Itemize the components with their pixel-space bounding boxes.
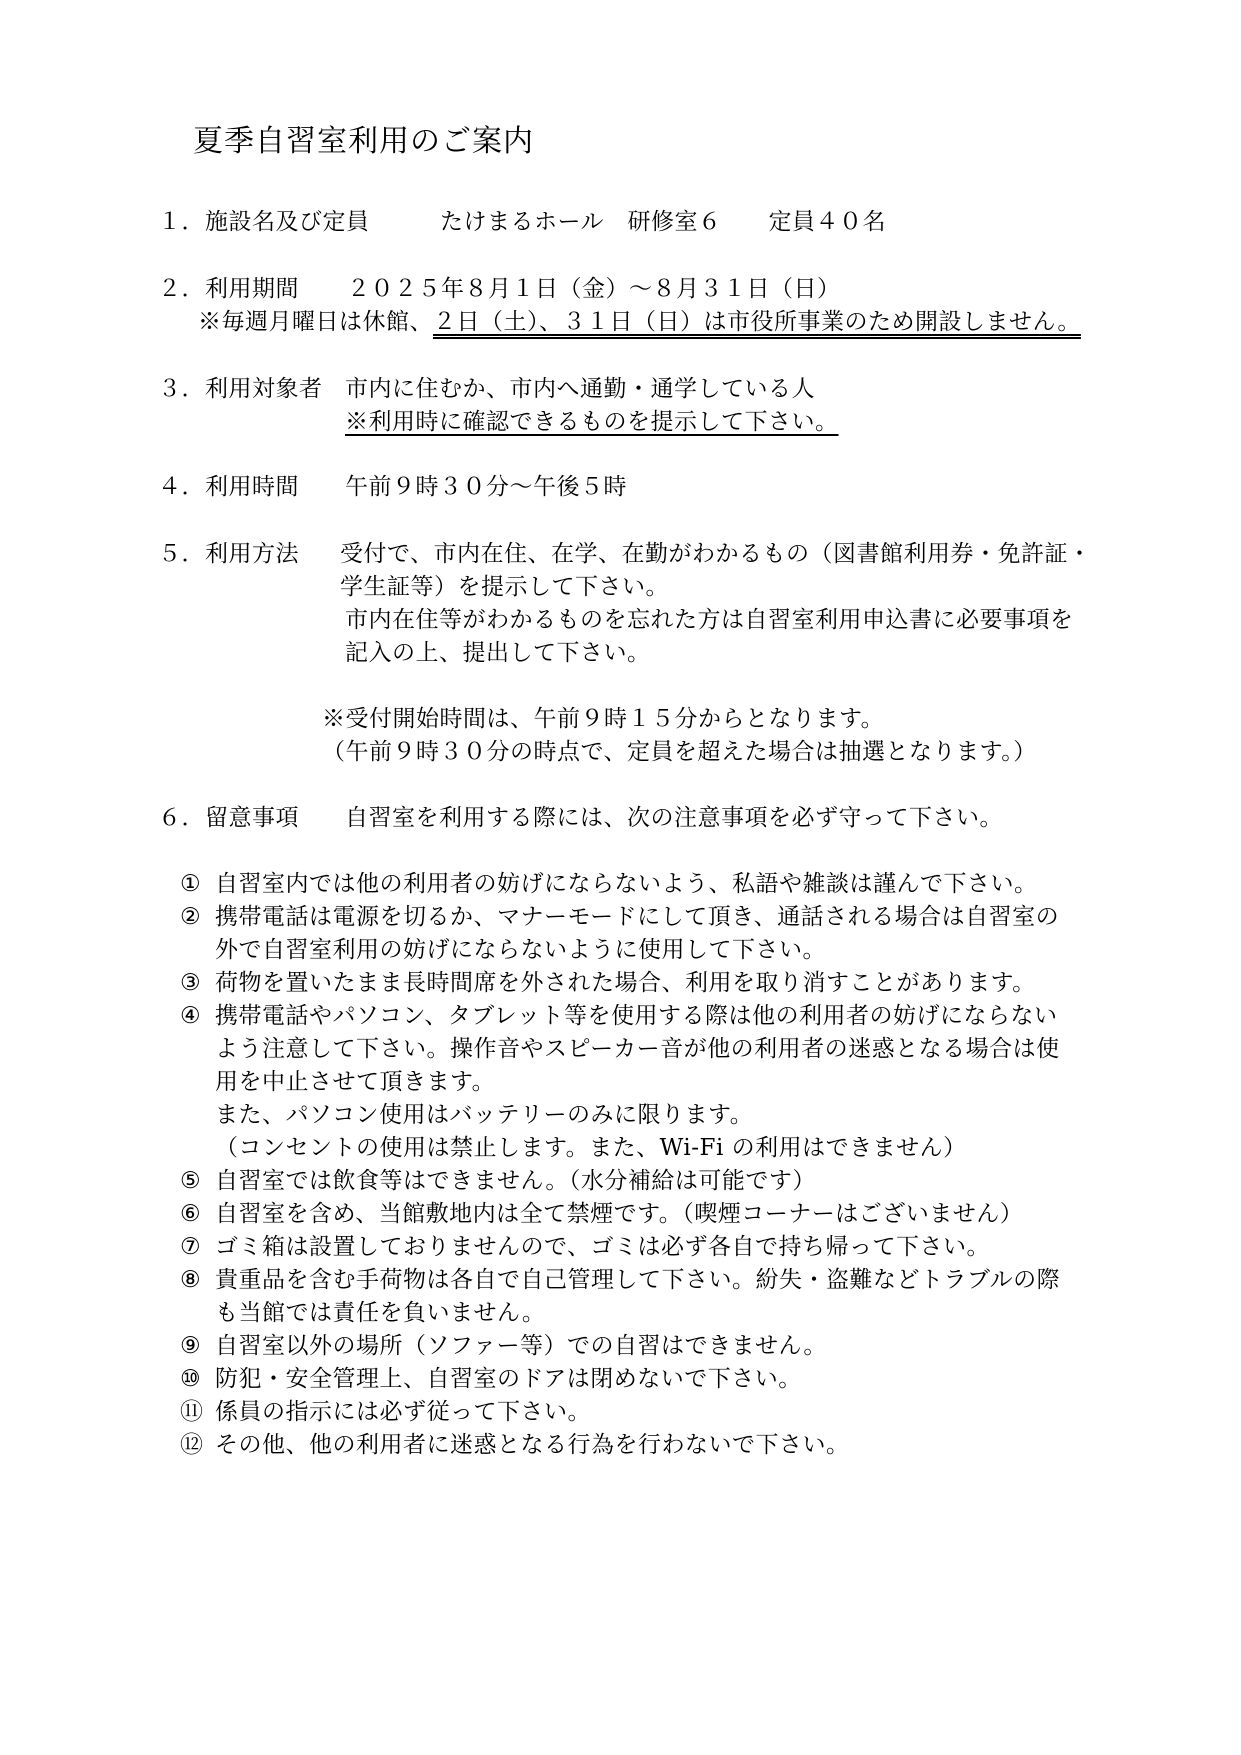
section-4-value: 午前９時３０分～午後５時 (345, 474, 627, 500)
rule-4-line-2: よう注意して下さい。操作音やスピーカー音が他の利用者の迷惑となる場合は使 (215, 1036, 1060, 1062)
rule-10-number: ⑩ (180, 1366, 201, 1392)
rule-6-number: ⑥ (180, 1201, 201, 1227)
rule-9-number: ⑨ (180, 1333, 201, 1359)
rule-4-line-5: （コンセントの使用は禁止します。また、Wi-Fi の利用はできません） (215, 1135, 967, 1161)
section-2-note-b: ２日（土）、３１日（日）は市役所事業のため開設しません。 (433, 309, 1081, 335)
rule-3-line-1: 荷物を置いたまま長時間席を外された場合、利用を取り消すことがあります。 (215, 970, 1036, 996)
section-4-label: ４．利用時間 (158, 474, 299, 500)
rule-8-line-2: も当館では責任を負いません。 (215, 1300, 546, 1326)
rule-9-line-1: 自習室以外の場所（ソファー等）での自習はできません。 (215, 1333, 827, 1359)
rule-6-line-1: 自習室を含め、当館敷地内は全て禁煙です。（喫煙コーナーはございません） (215, 1201, 1024, 1227)
rule-5-line-1: 自習室では飲食等はできません。（水分補給は可能です） (215, 1168, 816, 1194)
section-1-value: たけまるホール 研修室６ 定員４０名 (440, 209, 887, 235)
section-3-note: ※利用時に確認できるものを提示して下さい。 (345, 409, 839, 435)
section-5-line-1: 受付で、市内在住、在学、在勤がわかるもの（図書館利用券・免許証・ (340, 541, 1092, 567)
section-5-line-2: 学生証等）を提示して下さい。 (340, 574, 669, 600)
section-2-note-a: ※毎週月曜日は休館、 (198, 309, 433, 335)
rule-2-line-1: 携帯電話は電源を切るか、マナーモードにして頂き、通話される場合は自習室の (215, 904, 1060, 930)
rule-4-line-3: 用を中止させて頂きます。 (215, 1069, 496, 1095)
section-3-label: ３．利用対象者 (158, 376, 323, 402)
rule-10-line-1: 防犯・安全管理上、自習室のドアは閉めないで下さい。 (215, 1366, 802, 1392)
rule-7-line-1: ゴミ箱は設置しておりませんので、ゴミは必ず各自で持ち帰って下さい。 (215, 1234, 991, 1260)
section-2-label: ２．利用期間 (158, 276, 299, 302)
section-2-value: ２０２５年８月１日（金）～８月３１日（日） (347, 276, 841, 302)
section-6-value: 自習室を利用する際には、次の注意事項を必ず守って下さい。 (345, 805, 1003, 831)
rule-1-number: ① (180, 871, 201, 897)
rule-4-number: ④ (180, 1003, 201, 1029)
rule-5-number: ⑤ (180, 1168, 201, 1194)
rule-11-number: ⑪ (180, 1399, 203, 1425)
rule-4-line-1: 携帯電話やパソコン、タブレット等を使用する際は他の利用者の妨げにならない (215, 1003, 1058, 1029)
rule-12-line-1: その他、他の利用者に迷惑となる行為を行わないで下さい。 (215, 1432, 850, 1458)
section-2-note (198, 306, 1081, 338)
section-5-line-4: 記入の上、提出して下さい。 (345, 640, 651, 666)
section-5-note-2: （午前９時３０分の時点で、定員を超えた場合は抽選となります。） (322, 739, 1037, 765)
section-6-label: ６．留意事項 (158, 805, 299, 831)
section-3-value: 市内に住むか、市内へ通勤・通学している人 (345, 376, 815, 402)
rule-1-line-1: 自習室内では他の利用者の妨げにならないよう、私語や雑談は謹んで下さい。 (215, 871, 1038, 897)
section-5-note-1: ※受付開始時間は、午前９時１５分からとなります。 (322, 706, 885, 732)
section-5-label: ５．利用方法 (158, 541, 299, 567)
rule-11-line-1: 係員の指示には必ず従って下さい。 (215, 1399, 591, 1425)
rule-7-number: ⑦ (180, 1234, 201, 1260)
rule-2-line-2: 外で自習室利用の妨げにならないように使用して下さい。 (215, 937, 826, 963)
rule-12-number: ⑫ (180, 1432, 203, 1458)
rule-3-number: ③ (180, 970, 201, 996)
section-5-line-3: 市内在住等がわかるものを忘れた方は自習室利用申込書に必要事項を (345, 607, 1074, 633)
rule-2-number: ② (180, 904, 201, 930)
rule-8-number: ⑧ (180, 1267, 201, 1293)
page-title: 夏季自習室利用のご案内 (193, 124, 534, 159)
section-1-label: １．施設名及び定員 (158, 209, 370, 235)
rule-4-line-4: また、パソコン使用はバッテリーのみに限ります。 (215, 1102, 754, 1128)
rule-8-line-1: 貴重品を含む手荷物は各自で自己管理して下さい。紛失・盗難などトラブルの際 (215, 1267, 1061, 1293)
